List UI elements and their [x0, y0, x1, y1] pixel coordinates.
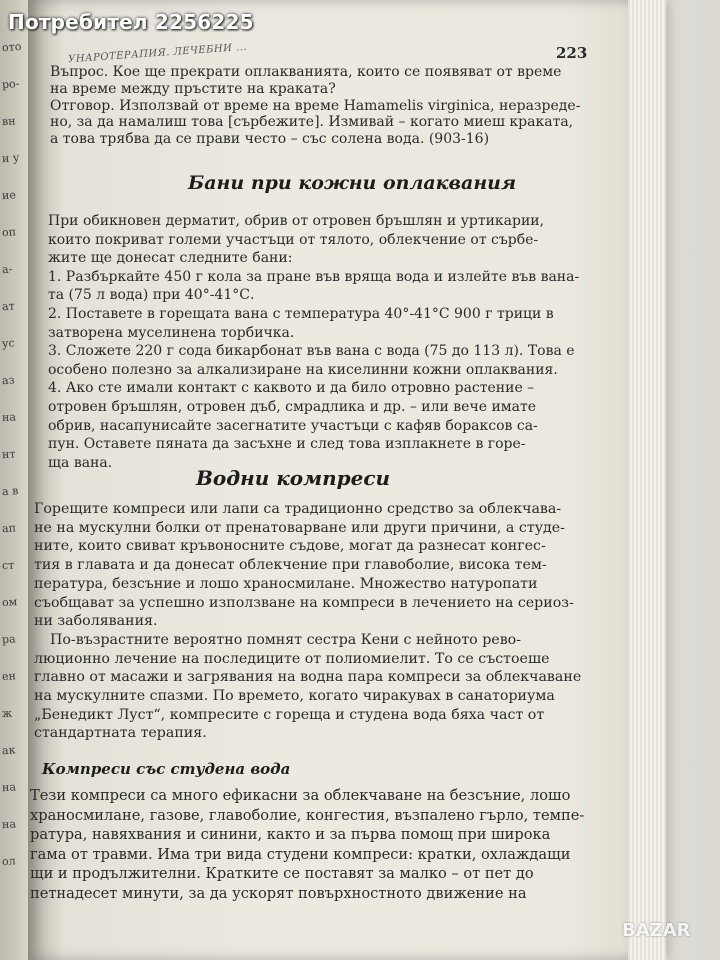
- left-page-fragment: ен: [1, 669, 17, 684]
- text-line: не на мускулни болки от пренатоварване или други причини, а студе-: [34, 519, 565, 536]
- left-page-fragment: и у: [1, 151, 20, 166]
- text-line: ратура, навяхвания и синини, както и за първа помощ при широка: [30, 826, 551, 843]
- left-page-fragment: на: [1, 410, 17, 425]
- left-page-fragment: ус: [1, 336, 16, 351]
- text-line: отровен бръшлян, отровен дъб, смрадлика и др. – или вече имате: [48, 398, 537, 415]
- left-page-fragment: ото: [1, 39, 22, 55]
- cold-compress-paragraph: [30, 786, 584, 903]
- left-page-fragment: на: [1, 817, 17, 832]
- text-line: затворена муселинена торбичка.: [48, 324, 295, 341]
- text-line: ща вана.: [48, 454, 113, 471]
- text-line: „Бенедикт Луст“, компресите с гореща и студена вода бяха част от: [34, 706, 545, 723]
- left-page-fragment: ж: [1, 706, 13, 721]
- text-line: на мускулните спазми. По времето, когато чиракувах в санаториума: [34, 688, 555, 705]
- qa-paragraph: [50, 64, 580, 148]
- section-title-compresses: Водни компреси: [196, 466, 391, 490]
- text-line: храносмилане, газове, главоболие, конгестия, възпалено гърло, темпе-: [30, 806, 585, 824]
- left-page-fragment: ат: [1, 299, 16, 314]
- text-line: ни заболявания.: [34, 613, 158, 630]
- text-line: пун. Оставете пяната да засъхне и след това изплакнете в горе-: [48, 436, 526, 453]
- text-line: Тези компреси са много ефикасни за облекчаване на безсъние, лошо: [30, 787, 571, 804]
- text-line: гама от травми. Има три вида студени компреси: кратки, охлаждащи: [30, 845, 571, 863]
- text-line: жите ще донесат следните бани:: [48, 250, 293, 267]
- text-line: щи и продължителни. Кратките се поставят за малко – от пет до: [30, 865, 534, 882]
- page-number: 223: [556, 44, 588, 62]
- compresses-paragraph: [34, 500, 581, 743]
- left-page-fragment: ие: [1, 188, 17, 203]
- subsection-title-cold: Компреси със студена вода: [42, 760, 291, 778]
- text-line: Въпрос. Кое ще прекрати оплакванията, които се появяват от време: [50, 64, 562, 80]
- text-line: та (75 л вода) при 40°-41°С.: [48, 287, 255, 304]
- text-line: Отговор. Използвай от време на време Hamamelis virginica, неразреде-: [50, 97, 581, 114]
- left-page-fragment: ом: [1, 595, 18, 610]
- text-line: Горещите компреси или лапи са традиционно средство за облекчава-: [34, 501, 562, 517]
- left-page-fragment: ра: [1, 632, 17, 647]
- left-page-fragment: на: [1, 780, 17, 795]
- text-line: По-възрастните вероятно помнят сестра Кени с нейното рево-: [50, 631, 522, 648]
- left-page-fragment: аз: [1, 373, 16, 388]
- text-line: люционно лечение на последиците от полиомиелит. То се състоеше: [34, 650, 550, 667]
- text-line: на време между пръстите на краката?: [50, 80, 336, 97]
- left-page-fragment: ро-: [1, 77, 20, 92]
- text-line: тия в главата и да донесат облекчение при главоболие, висока тем-: [34, 557, 547, 574]
- running-head: УНАРОТЕРАПИЯ. ЛЕЧЕБНИ ...: [67, 41, 248, 66]
- left-page-fragment: вн: [1, 114, 16, 129]
- text-line: главно от масажи и загрявания на водна пара компреси за облекчаване: [34, 669, 582, 686]
- left-page-fragment: а-: [1, 262, 13, 277]
- left-page-fragment: оп: [1, 225, 17, 240]
- text-line: петнадесет минути, за да ускорят повърхностното движение на: [30, 884, 527, 902]
- book-page: [28, 0, 628, 960]
- left-page-fragment: нт: [1, 447, 16, 462]
- text-line: ните, които свиват кръвоносните съдове, могат да разнесат конгес-: [34, 538, 546, 555]
- list-item: 3. Сложете 220 г сода бикарбонат във вана с вода (75 до 113 л). Това е: [48, 343, 575, 360]
- text-line: които покриват големи участъци от тялото, облекчение от сърбе-: [48, 231, 539, 248]
- text-line: съобщават за успешно използване на компреси в лечението на сериоз-: [34, 594, 574, 611]
- left-page-fragment: ст: [1, 558, 15, 573]
- list-item: 2. Поставете в горещата вана с температура 40°-41°С 900 г трици в: [48, 305, 554, 322]
- baths-paragraph: [48, 212, 579, 472]
- text-line: пература, безсъние и лошо храносмилане. Множество натуропати: [34, 575, 538, 592]
- left-page-fragment: ап: [1, 521, 17, 536]
- text-line: стандартната терапия.: [34, 725, 207, 742]
- section-title-baths: Бани при кожни оплаквания: [188, 172, 517, 194]
- left-page-fragment: ак: [1, 743, 16, 758]
- list-item: 4. Ако сте имали контакт с каквото и да било отровно растение –: [48, 380, 535, 397]
- left-page-fragment: ол: [1, 854, 17, 869]
- text-line: особено полезно за алкализиране на киселинни кожни оплаквания.: [48, 361, 558, 378]
- left-page-fragment: а в: [1, 484, 19, 499]
- user-watermark: Потребител 2256225: [8, 10, 254, 34]
- text-line: а това трябва да се прави често – със солена вода. (903-16): [50, 131, 490, 148]
- bazar-logo: BAZAR: [622, 920, 691, 941]
- text-line: но, за да намалиш това [сърбежите]. Измивай – когато миеш краката,: [50, 114, 574, 131]
- text-line: При обикновен дерматит, обрив от отровен бръшлян и уртикарии,: [48, 213, 545, 229]
- text-line: обрив, насапунисайте засегнатите участъци с кафяв бораксов са-: [48, 417, 538, 434]
- list-item: 1. Разбъркайте 450 г кола за пране във вряща вода и излейте във вана-: [48, 268, 580, 285]
